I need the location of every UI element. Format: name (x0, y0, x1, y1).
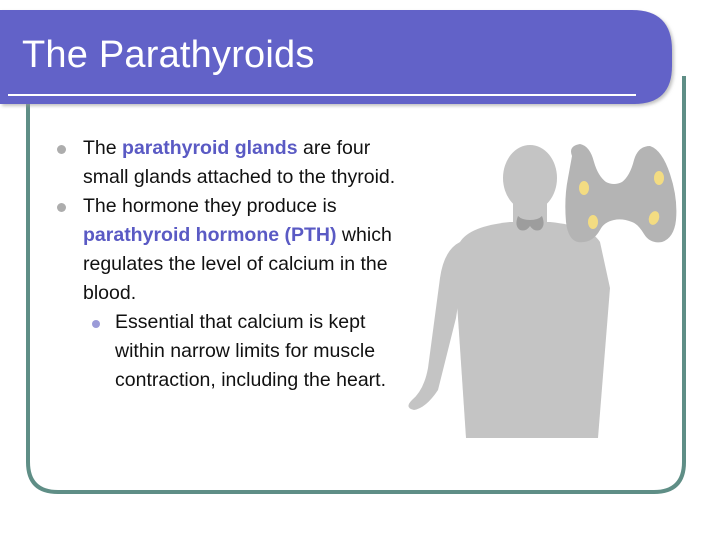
sub-bullet-item: Essential that calcium is kept within narrow limits for muscle contraction, including the heart. (56, 308, 408, 395)
parathyroid-gland-icon (579, 181, 589, 195)
bullet-dot-icon (57, 145, 66, 154)
highlight-term: parathyroid glands (122, 137, 298, 159)
sub-bullet-dot-icon (92, 320, 100, 328)
parathyroid-gland-icon (654, 171, 664, 185)
bullet-dot-icon (57, 203, 66, 212)
bullet-item: The hormone they produce is parathyroid hormone (PTH) which regulates the level of calcium in the blood. (56, 192, 408, 308)
bullet-item: The parathyroid glands are four small glands attached to the thyroid. (56, 134, 408, 192)
bullet-list (56, 134, 408, 395)
parathyroid-illustration (400, 138, 690, 448)
slide-title: The Parathyroids (22, 34, 315, 76)
parathyroid-gland-icon (588, 215, 598, 229)
highlight-term: parathyroid hormone (PTH) (83, 224, 337, 246)
